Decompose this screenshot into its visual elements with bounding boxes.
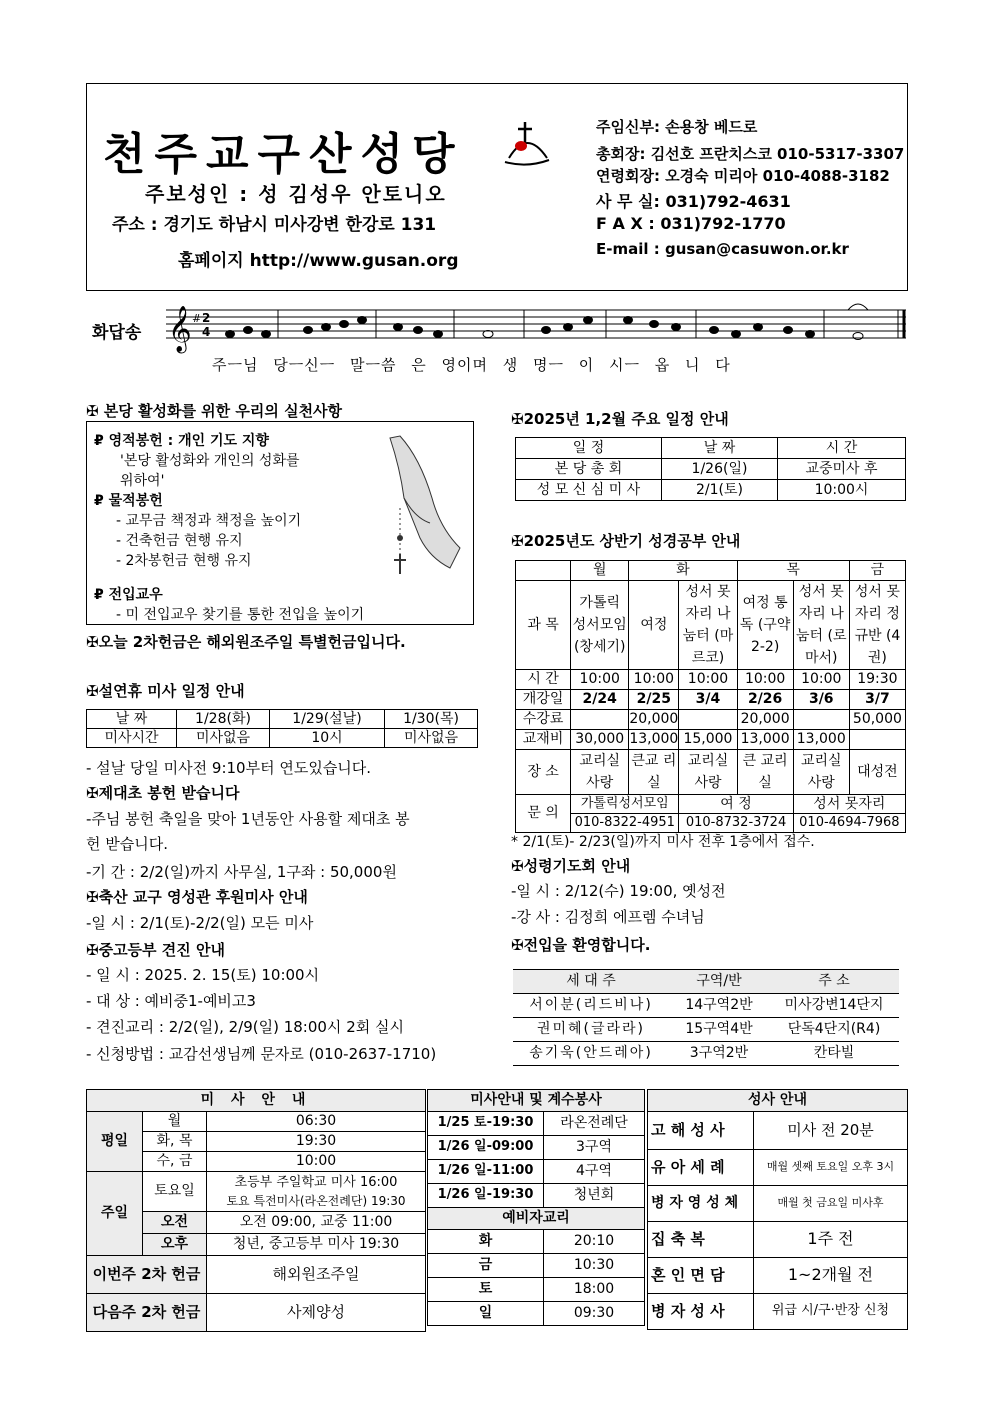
table-cell: 성서 못자리 정규반 (4권) [849,581,905,670]
table-cell: 15,000 [679,730,737,750]
table-cell: 토 [428,1278,544,1302]
table-cell: 3/6 [793,690,849,710]
practice-item-head: ₽ 영적봉헌 : 개인 기도 지향 [94,433,269,449]
table-cell: 여정 통독 (구약 2-2) [737,581,793,670]
table-cell: 10:00 [737,670,793,690]
candle-line: -기 간 : 2/2(일)까지 사무실, 1구좌 : 50,000원 [86,863,397,881]
table-cell: 본 당 총 회 [516,459,662,480]
table-cell: 개강일 [516,690,571,710]
table-cell: 교리실 사랑 [679,750,737,795]
practice-item-head: ₽ 물적봉헌 [94,493,163,509]
table-cell: 송기욱(안드레아) [513,1042,669,1066]
table-cell: 금 [849,561,905,581]
schedule-title: ✠2025년 1,2월 주요 일정 안내 [511,410,729,428]
table-cell: 오후 [143,1234,207,1256]
practice-item-line: - 건축헌금 현행 유지 [116,533,243,549]
parish-title: 천주교구산성당 [103,129,464,180]
funeral-chair-info: 연령회장: 오경숙 미리아 010-4088-3182 [596,167,890,185]
bible-note: * 2/1(토)- 2/23(일)까지 미사 전후 1층에서 접수. [511,834,815,850]
table-cell: 미사시간 [87,729,177,748]
practice-item-line: 위하여' [120,473,165,489]
service-table [427,1089,645,1326]
table-cell: 화 [428,1230,544,1254]
table-cell: 날 짜 [662,438,778,459]
table-cell: 1/26 일-09:00 [428,1136,544,1160]
table-cell: 문 의 [516,795,571,833]
table-cell: 큰 교리실 [737,750,793,795]
patron-saint: 주보성인 : 성 김성우 안토니오 [145,182,447,206]
table-cell: 성서 못자리 [793,795,905,814]
table-cell: 집 축 복 [648,1222,754,1258]
table-cell: 4구역 [544,1160,645,1184]
table-cell: 고 해 성 사 [648,1112,754,1150]
table-cell: 유 아 세 례 [648,1150,754,1186]
seminary-title: ✠축산 교구 영성관 후원미사 안내 [86,888,308,906]
table-cell: 06:30 [207,1112,426,1132]
practice-list [94,431,374,625]
table-cell: 010-8322-4951 [571,814,679,833]
mass-table [86,1089,426,1332]
table-cell: 10:00 [571,670,629,690]
table-cell: 가톨릭성서모임 [571,795,679,814]
table-cell: 구역/반 [669,970,769,994]
candle-title: ✠제대초 봉헌 받습니다 [86,784,240,802]
table-cell: 위급 시/구·반장 신청 [754,1294,908,1330]
table-cell: 1주 전 [754,1222,908,1258]
praying-hands-icon [360,428,470,578]
table-cell: 시 간 [516,670,571,690]
table-cell: 라온전례단 [544,1112,645,1136]
table-cell: 50,000 [849,710,905,730]
table-cell: 병 자 영 성 체 [648,1186,754,1222]
table-cell: 병 자 성 사 [648,1294,754,1330]
practice-item-line: '본당 활성화와 개인의 성화를 [120,453,300,469]
spirit-line: -일 시 : 2/12(수) 19:00, 옛성전 [511,882,726,900]
table-cell: 이번주 2차 헌금 [87,1256,207,1294]
cross-icon: ✠ [86,682,99,700]
table-cell: 가톨릭 성서모임 (창세기) [571,581,629,670]
table-cell: 13,000 [629,730,679,750]
seminary-line: -일 시 : 2/1(토)-2/2(일) 모든 미사 [86,914,314,932]
table-cell: 13,000 [737,730,793,750]
table-cell: 3구역 [544,1136,645,1160]
table-cell: 010-8732-3724 [679,814,793,833]
psalm-lyrics: 주ㅡ님 당ㅡ신ㅡ 말ㅡ씀 은 영이며 생 명ㅡ 이 시ㅡ 옵 니 다 [212,356,731,374]
svg-text:2: 2 [202,311,211,325]
peso-icon: ₽ [94,433,109,449]
table-cell: 1/29(설날) [269,710,384,729]
table-cell: 1/25 토-19:30 [428,1112,544,1136]
table-cell: 14구역2반 [669,994,769,1018]
table-cell: 10:00 [629,670,679,690]
table-cell: 다음주 2차 헌금 [87,1294,207,1332]
table-cell: 13,000 [793,730,849,750]
bible-title: ✠2025년도 상반기 성경공부 안내 [511,532,741,550]
table-cell: 여정 [629,581,679,670]
table-cell: 큰교 리실 [629,750,679,795]
table-cell: 해외원조주일 [207,1256,426,1294]
table-cell: 청년회 [544,1184,645,1208]
practice-item-line: - 2차봉헌금 현행 유지 [116,553,252,569]
schedule-table [515,437,906,501]
table-cell: 성서 못자리 나눔터 (마르코) [679,581,737,670]
fax-number: F A X : 031)792-1770 [596,214,786,233]
table-cell: 월 [143,1112,207,1132]
table-cell: 미사없음 [385,729,478,748]
table-cell: 미사 전 20분 [754,1112,908,1150]
table-cell: 세 대 주 [513,970,669,994]
cross-icon: ✠ [511,857,524,875]
email-address[interactable]: E-mail : gusan@casuwon.or.kr [596,240,849,258]
table-cell: 10:00 [207,1152,426,1172]
peso-icon: ₽ [94,493,109,509]
newyear-table [86,709,478,748]
cross-icon: ✠ [511,532,524,550]
table-cell: 매월 셋째 토요일 오후 3시 [754,1150,908,1186]
psalm-label: 화답송 [92,323,142,343]
table-cell: 교리실 사랑 [793,750,849,795]
table-cell [849,730,905,750]
table-cell: 장 소 [516,750,571,795]
table-cell: 2/1(토) [662,480,778,501]
table-cell: 날 짜 [87,710,177,729]
table-cell: 30,000 [571,730,629,750]
table-cell: 칸타빌 [769,1042,899,1066]
table-cell: 3구역2반 [669,1042,769,1066]
table-cell: 매월 첫 금요일 미사후 [754,1186,908,1222]
table-cell: 예비자교리 [428,1208,645,1230]
candle-line: 헌 받습니다. [86,835,168,853]
table-cell: 미사안내 및 계수봉사 [428,1090,645,1112]
office-phone: 사 무 실: 031)792-4631 [596,192,791,211]
newyear-title: ✠설연휴 미사 일정 안내 [86,682,245,700]
practice-item-line: - 미 전입교우 찾기를 통한 전입을 높이기 [116,607,365,623]
table-cell: 1/26(일) [662,459,778,480]
table-cell: 성 모 신 심 미 사 [516,480,662,501]
confirm-title: ✠중고등부 견진 안내 [86,941,225,959]
table-cell: 20,000 [629,710,679,730]
table-cell: 단독4단지(R4) [769,1018,899,1042]
table-cell: 일 [428,1302,544,1326]
practice-section-title: ✠ 본당 활성화를 위한 우리의 실천사항 [86,402,343,420]
table-cell: 19:30 [207,1132,426,1152]
cross-icon: ✠ [86,941,99,959]
table-cell: 서이분(리드비나) [513,994,669,1018]
table-cell: 미 사 안 내 [87,1090,426,1112]
spirit-line: -강 사 : 김정희 에프렘 수녀님 [511,908,705,926]
cross-icon: ✠ [86,402,104,420]
table-cell: 주일 [87,1172,143,1256]
table-cell: 09:30 [544,1302,645,1326]
table-cell: 교중미사 후 [778,459,906,480]
table-cell: 18:00 [544,1278,645,1302]
confirm-line: - 일 시 : 2025. 2. 15(토) 10:00시 [86,966,320,984]
table-cell: 19:30 [849,670,905,690]
table-cell: 3/7 [849,690,905,710]
chairman-info: 총회장: 김선호 프란치스코 010-5317-3307 [596,145,905,163]
table-cell: 혼 인 면 담 [648,1258,754,1294]
sat-line: 초등부 주일학교 미사 16:00 [234,1174,398,1190]
table-cell: 평일 [87,1112,143,1172]
svg-text:𝄞: 𝄞 [168,306,192,352]
table-cell: 1/26 일-11:00 [428,1160,544,1184]
table-cell: 청년, 중고등부 미사 19:30 [207,1234,426,1256]
spirit-title: ✠성령기도회 안내 [511,857,631,875]
table-cell: 토요일 [143,1172,207,1212]
sacrament-table [647,1089,908,1330]
table-cell [571,710,629,730]
table-cell: 미사강변14단지 [769,994,899,1018]
peso-icon: ₽ [94,587,109,603]
table-cell: 권미혜(글라라) [513,1018,669,1042]
welcome-table [513,969,899,1066]
table-cell: 대성전 [849,750,905,795]
table-cell: 시 간 [778,438,906,459]
table-cell: 오전 [143,1212,207,1234]
newyear-note: - 설날 당일 미사전 9:10부터 연도있습니다. [86,759,372,777]
table-cell: 2/24 [571,690,629,710]
table-cell: 2/26 [737,690,793,710]
table-cell: 20:10 [544,1230,645,1254]
practice-item-line: - 교무금 책정과 책정을 높이기 [116,513,302,529]
svg-text:4: 4 [202,325,211,339]
sat-line: 토요 특전미사(라온전례단) 19:30 [226,1193,406,1208]
table-cell: 과 목 [516,581,571,670]
cross-icon: ✠ [511,936,524,954]
table-cell: 월 [571,561,629,581]
table-cell: 목 [737,561,849,581]
table-cell [679,710,737,730]
table-cell: 일 정 [516,438,662,459]
table-cell: 미사없음 [177,729,270,748]
table-cell: 15구역4반 [669,1018,769,1042]
table-cell: 10:00 [679,670,737,690]
table-cell: 주 소 [769,970,899,994]
table-cell: 3/4 [679,690,737,710]
candle-line: -주님 봉헌 축일을 맞아 1년동안 사용할 제대초 봉 [86,810,410,828]
table-cell: 수강료 [516,710,571,730]
table-cell: 10시 [269,729,384,748]
confirm-line: - 대 상 : 예비중1-예비고3 [86,992,256,1010]
table-cell: 성서 못자리 나눔터 (로마서) [793,581,849,670]
table-cell: 성사 안내 [648,1090,908,1112]
table-cell [207,1172,426,1212]
table-cell: 금 [428,1254,544,1278]
cross-icon: ✠ [86,633,99,651]
homepage-link[interactable]: 홈페이지 http://www.gusan.org [178,251,459,271]
table-cell [793,710,849,730]
table-cell: 수, 금 [143,1152,207,1172]
table-cell: 교리실 사랑 [571,750,629,795]
table-cell: 사제양성 [207,1294,426,1332]
svg-text:#: # [192,312,202,325]
table-cell: 화 [629,561,737,581]
table-cell: 2/25 [629,690,679,710]
practice-item-head: ₽ 전입교우 [94,587,163,603]
collection-note: ✠오늘 2차헌금은 해외원조주일 특별헌금입니다. [86,633,406,651]
table-cell: 10:00 [793,670,849,690]
table-cell: 오전 09:00, 교중 11:00 [207,1212,426,1234]
table-cell: 1/26 일-19:30 [428,1184,544,1208]
table-cell: 10:00시 [778,480,906,501]
cross-icon: ✠ [511,410,524,428]
cross-icon: ✠ [86,888,99,906]
parish-address: 주소 : 경기도 하남시 미사강변 한강로 131 [112,215,437,235]
table-cell: 여 정 [679,795,793,814]
table-cell: 교재비 [516,730,571,750]
confirm-line: - 견진교리 : 2/2(일), 2/9(일) 18:00시 2회 실시 [86,1018,404,1036]
table-cell: 1~2개월 전 [754,1258,908,1294]
table-cell: 1/30(목) [385,710,478,729]
confirm-line: - 신청방법 : 교감선생님께 문자로 (010-2637-1710) [86,1045,437,1063]
table-cell: 1/28(화) [177,710,270,729]
table-cell: 010-4694-7968 [793,814,905,833]
bible-table [515,560,906,833]
welcome-title: ✠전입을 환영합니다. [511,936,651,954]
pastor-info: 주임신부: 손용창 베드로 [596,118,758,136]
table-cell: 화, 목 [143,1132,207,1152]
cross-icon: ✠ [86,784,99,802]
table-cell: 20,000 [737,710,793,730]
psalm-music-staff [162,296,908,356]
table-cell: 10:30 [544,1254,645,1278]
parish-logo-icon [503,118,551,170]
